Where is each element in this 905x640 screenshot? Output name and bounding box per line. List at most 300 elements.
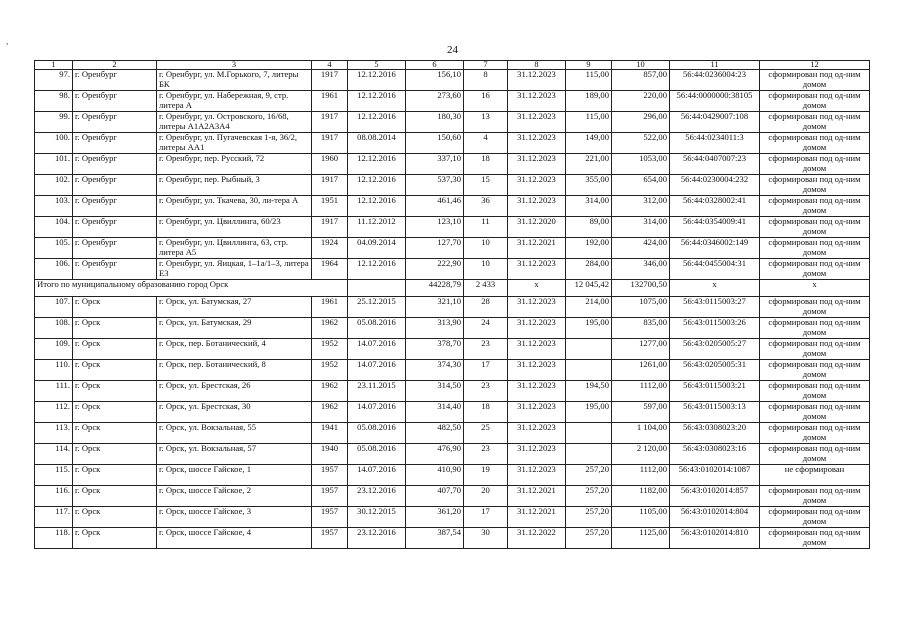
cell-v9: 115,00 [566, 70, 612, 91]
cell-date: 14.07.2016 [348, 402, 406, 423]
cell-year: 1961 [312, 297, 348, 318]
cell-year: 1951 [312, 196, 348, 217]
cell-date: 12.12.2016 [348, 154, 406, 175]
cell-area: 273,60 [406, 91, 464, 112]
cell-addr: г. Орск, ул. Батумская, 27 [157, 297, 312, 318]
table-row [35, 112, 870, 133]
cell-year: 1917 [312, 217, 348, 238]
cell-date: 05.08.2016 [348, 423, 406, 444]
cell-cnt: 23 [464, 381, 508, 402]
cell-city: г. Орск [73, 528, 157, 549]
cell-cad: 56:44:0328002:41 [670, 196, 760, 217]
cell-v10: 296,00 [612, 112, 670, 133]
cell-n: 113. [35, 423, 73, 444]
cell-year: 1924 [312, 238, 348, 259]
cell-cnt: 10 [464, 238, 508, 259]
cell-addr: г. Орск, ул. Брестская, 26 [157, 381, 312, 402]
cell-cad: 56:43:0308023:20 [670, 423, 760, 444]
cell-year: 1960 [312, 154, 348, 175]
cell-addr: г. Оренбург, пер. Русский, 72 [157, 154, 312, 175]
cell-cad: 56:44:0346002:149 [670, 238, 760, 259]
cell-n: 100. [35, 133, 73, 154]
cell-v9 [566, 339, 612, 360]
column-header: 10 [612, 61, 670, 70]
column-header: 6 [406, 61, 464, 70]
cell-status: сформирован под од-ним домом [760, 133, 870, 154]
table-row [35, 402, 870, 423]
cell-cad: 56:44:0234011:3 [670, 133, 760, 154]
column-header: 9 [566, 61, 612, 70]
cell-year: 1957 [312, 486, 348, 507]
stray-mark: , [6, 36, 9, 46]
cell-city: г. Орск [73, 402, 157, 423]
cell-v9 [566, 360, 612, 381]
cell-area: 127,70 [406, 238, 464, 259]
cell-cad: 56:43:0102014:857 [670, 486, 760, 507]
table-row [35, 297, 870, 318]
cell-n: 111. [35, 381, 73, 402]
subtotal-cad: x [670, 280, 760, 297]
cell-status: сформирован под од-ним домом [760, 528, 870, 549]
cell-year: 1917 [312, 133, 348, 154]
cell-deadline: 31.12.2023 [508, 133, 566, 154]
cell-cad: 56:44:0354009:41 [670, 217, 760, 238]
cell-addr: г. Оренбург, ул. Пугачевская 1-я, 36/2, литеры АА1 [157, 133, 312, 154]
cell-v9: 149,00 [566, 133, 612, 154]
cell-cnt: 17 [464, 360, 508, 381]
cell-n: 98. [35, 91, 73, 112]
cell-year: 1957 [312, 507, 348, 528]
cell-v9: 189,00 [566, 91, 612, 112]
cell-status: сформирован под од-ним домом [760, 154, 870, 175]
subtotal-v10: 132700,50 [612, 280, 670, 297]
cell-cad: 56:44:0455004:31 [670, 259, 760, 280]
cell-status: сформирован под од-ним домом [760, 423, 870, 444]
cell-area: 361,20 [406, 507, 464, 528]
cell-addr: г. Оренбург, ул. М.Горького, 7, литеры БК [157, 70, 312, 91]
cell-year: 1952 [312, 339, 348, 360]
cell-v10: 597,00 [612, 402, 670, 423]
cell-cnt: 23 [464, 444, 508, 465]
cell-v9: 257,20 [566, 528, 612, 549]
cell-v9: 257,20 [566, 486, 612, 507]
table-row [35, 465, 870, 486]
cell-year: 1940 [312, 444, 348, 465]
subtotal-deadline: x [508, 280, 566, 297]
cell-v10: 1053,00 [612, 154, 670, 175]
cell-deadline: 31.12.2023 [508, 465, 566, 486]
cell-n: 105. [35, 238, 73, 259]
cell-deadline: 31.12.2023 [508, 381, 566, 402]
cell-cad: 56:44:0236004:23 [670, 70, 760, 91]
cell-addr: г. Оренбург, ул. Яицкая, 1–1а/1–3, литера Е3 [157, 259, 312, 280]
housing-table [34, 60, 870, 549]
cell-area: 123,10 [406, 217, 464, 238]
cell-deadline: 31.12.2023 [508, 70, 566, 91]
cell-v10: 312,00 [612, 196, 670, 217]
cell-n: 116. [35, 486, 73, 507]
cell-year: 1917 [312, 112, 348, 133]
cell-addr: г. Орск, шоссе Гайское, 4 [157, 528, 312, 549]
cell-area: 314,40 [406, 402, 464, 423]
column-header: 11 [670, 61, 760, 70]
table-row [35, 444, 870, 465]
cell-city: г. Оренбург [73, 112, 157, 133]
cell-deadline: 31.12.2023 [508, 339, 566, 360]
cell-cad: 56:43:0115003:13 [670, 402, 760, 423]
table-row [35, 70, 870, 91]
cell-v10: 1 104,00 [612, 423, 670, 444]
cell-deadline: 31.12.2023 [508, 112, 566, 133]
cell-v10: 1125,00 [612, 528, 670, 549]
cell-city: г. Орск [73, 486, 157, 507]
table-header-row [35, 61, 870, 70]
cell-city: г. Оренбург [73, 154, 157, 175]
table-row [35, 423, 870, 444]
cell-cnt: 17 [464, 507, 508, 528]
cell-year: 1952 [312, 360, 348, 381]
cell-date: 12.12.2016 [348, 259, 406, 280]
cell-v9: 195,00 [566, 402, 612, 423]
cell-cnt: 25 [464, 423, 508, 444]
cell-status: сформирован под од-ним домом [760, 402, 870, 423]
cell-area: 337,10 [406, 154, 464, 175]
cell-n: 109. [35, 339, 73, 360]
cell-v9: 89,00 [566, 217, 612, 238]
cell-cad: 56:43:0205005:31 [670, 360, 760, 381]
cell-cad: 56:43:0205005:27 [670, 339, 760, 360]
cell-v10: 857,00 [612, 70, 670, 91]
cell-addr: г. Оренбург, ул. Островского, 16/68, литеры А1А2А3А4 [157, 112, 312, 133]
cell-cnt: 28 [464, 297, 508, 318]
cell-city: г. Оренбург [73, 175, 157, 196]
cell-area: 222,90 [406, 259, 464, 280]
cell-deadline: 31.12.2020 [508, 217, 566, 238]
cell-n: 103. [35, 196, 73, 217]
cell-city: г. Орск [73, 507, 157, 528]
cell-cnt: 30 [464, 528, 508, 549]
cell-cnt: 15 [464, 175, 508, 196]
cell-v9 [566, 423, 612, 444]
column-header: 3 [157, 61, 312, 70]
cell-cnt: 19 [464, 465, 508, 486]
cell-deadline: 31.12.2023 [508, 444, 566, 465]
page-number: 24 [447, 44, 458, 56]
cell-addr: г. Орск, ул. Вокзальная, 55 [157, 423, 312, 444]
cell-year: 1962 [312, 381, 348, 402]
cell-status: сформирован под од-ним домом [760, 381, 870, 402]
cell-v9: 284,00 [566, 259, 612, 280]
cell-city: г. Оренбург [73, 196, 157, 217]
cell-cnt: 36 [464, 196, 508, 217]
cell-cad: 56:43:0308023:16 [670, 444, 760, 465]
cell-area: 321,10 [406, 297, 464, 318]
cell-city: г. Орск [73, 381, 157, 402]
cell-n: 101. [35, 154, 73, 175]
cell-n: 117. [35, 507, 73, 528]
cell-n: 114. [35, 444, 73, 465]
cell-area: 461,46 [406, 196, 464, 217]
cell-n: 115. [35, 465, 73, 486]
cell-city: г. Орск [73, 360, 157, 381]
cell-v10: 1277,00 [612, 339, 670, 360]
subtotal-status: x [760, 280, 870, 297]
table-row [35, 133, 870, 154]
cell-cad: 56:43:0115003:26 [670, 318, 760, 339]
cell-city: г. Орск [73, 297, 157, 318]
cell-v10: 1105,00 [612, 507, 670, 528]
cell-addr: г. Оренбург, ул. Ткачева, 30, ли-тера А [157, 196, 312, 217]
cell-status: сформирован под од-ним домом [760, 112, 870, 133]
cell-year: 1961 [312, 91, 348, 112]
cell-area: 387,54 [406, 528, 464, 549]
cell-area: 407,70 [406, 486, 464, 507]
cell-v10: 424,00 [612, 238, 670, 259]
cell-status: не сформирован [760, 465, 870, 486]
cell-area: 150,60 [406, 133, 464, 154]
cell-date: 12.12.2016 [348, 112, 406, 133]
cell-n: 106. [35, 259, 73, 280]
cell-deadline: 31.12.2023 [508, 259, 566, 280]
cell-v10: 2 120,00 [612, 444, 670, 465]
column-header: 7 [464, 61, 508, 70]
cell-cad: 56:43:0115003:21 [670, 381, 760, 402]
cell-n: 102. [35, 175, 73, 196]
cell-city: г. Орск [73, 465, 157, 486]
cell-cnt: 18 [464, 154, 508, 175]
table-row [35, 238, 870, 259]
cell-area: 374,30 [406, 360, 464, 381]
cell-v9: 257,20 [566, 465, 612, 486]
cell-date: 12.12.2016 [348, 70, 406, 91]
cell-deadline: 31.12.2023 [508, 402, 566, 423]
cell-cad: 56:43:0102014:1087 [670, 465, 760, 486]
cell-city: г. Оренбург [73, 217, 157, 238]
cell-year: 1941 [312, 423, 348, 444]
cell-year: 1962 [312, 318, 348, 339]
cell-area: 378,70 [406, 339, 464, 360]
cell-v9: 194,50 [566, 381, 612, 402]
cell-area: 180,30 [406, 112, 464, 133]
cell-n: 99. [35, 112, 73, 133]
cell-status: сформирован под од-ним домом [760, 175, 870, 196]
cell-v10: 1112,00 [612, 381, 670, 402]
cell-deadline: 31.12.2021 [508, 238, 566, 259]
cell-n: 118. [35, 528, 73, 549]
cell-date: 14.07.2016 [348, 339, 406, 360]
cell-date: 23.11.2015 [348, 381, 406, 402]
cell-year: 1957 [312, 465, 348, 486]
cell-status: сформирован под од-ним домом [760, 339, 870, 360]
cell-city: г. Орск [73, 339, 157, 360]
cell-city: г. Оренбург [73, 70, 157, 91]
cell-addr: г. Орск, ул. Вокзальная, 57 [157, 444, 312, 465]
cell-deadline: 31.12.2021 [508, 486, 566, 507]
cell-deadline: 31.12.2022 [508, 528, 566, 549]
column-header: 12 [760, 61, 870, 70]
cell-status: сформирован под од-ним домом [760, 486, 870, 507]
cell-deadline: 31.12.2023 [508, 360, 566, 381]
cell-deadline: 31.12.2023 [508, 423, 566, 444]
table-row [35, 196, 870, 217]
cell-cnt: 10 [464, 259, 508, 280]
cell-date: 23.12.2016 [348, 486, 406, 507]
table-row [35, 154, 870, 175]
cell-deadline: 31.12.2023 [508, 318, 566, 339]
cell-v10: 220,00 [612, 91, 670, 112]
cell-date: 23.12.2016 [348, 528, 406, 549]
cell-n: 112. [35, 402, 73, 423]
cell-area: 410,90 [406, 465, 464, 486]
table-row [35, 217, 870, 238]
cell-cnt: 24 [464, 318, 508, 339]
cell-cad: 56:44:0230004:232 [670, 175, 760, 196]
cell-addr: г. Орск, пер. Ботанический, 8 [157, 360, 312, 381]
cell-area: 537,30 [406, 175, 464, 196]
cell-deadline: 31.12.2023 [508, 297, 566, 318]
cell-status: сформирован под од-ним домом [760, 507, 870, 528]
cell-date: 25.12.2015 [348, 297, 406, 318]
cell-addr: г. Орск, пер. Ботанический, 4 [157, 339, 312, 360]
cell-city: г. Оренбург [73, 91, 157, 112]
cell-status: сформирован под од-ним домом [760, 297, 870, 318]
cell-v10: 522,00 [612, 133, 670, 154]
cell-year: 1964 [312, 259, 348, 280]
cell-v9: 221,00 [566, 154, 612, 175]
cell-date: 12.12.2016 [348, 175, 406, 196]
subtotal-empty [348, 280, 406, 297]
cell-date: 08.08.2014 [348, 133, 406, 154]
cell-date: 14.07.2016 [348, 360, 406, 381]
cell-addr: г. Оренбург, пер. Рыбный, 3 [157, 175, 312, 196]
cell-city: г. Орск [73, 318, 157, 339]
cell-area: 476,90 [406, 444, 464, 465]
cell-n: 108. [35, 318, 73, 339]
cell-addr: г. Оренбург, ул. Набережная, 9, стр. литера А [157, 91, 312, 112]
cell-v9 [566, 444, 612, 465]
cell-date: 05.08.2016 [348, 318, 406, 339]
cell-n: 97. [35, 70, 73, 91]
cell-v10: 1261,00 [612, 360, 670, 381]
cell-status: сформирован под од-ним домом [760, 259, 870, 280]
column-header: 5 [348, 61, 406, 70]
cell-v10: 654,00 [612, 175, 670, 196]
cell-cnt: 16 [464, 91, 508, 112]
cell-date: 12.12.2016 [348, 91, 406, 112]
subtotal-v9: 12 045,42 [566, 280, 612, 297]
cell-status: сформирован под од-ним домом [760, 318, 870, 339]
cell-date: 04.09.2014 [348, 238, 406, 259]
column-header: 4 [312, 61, 348, 70]
cell-area: 482,50 [406, 423, 464, 444]
table-row [35, 486, 870, 507]
cell-date: 30.12.2015 [348, 507, 406, 528]
cell-status: сформирован под од-ним домом [760, 238, 870, 259]
cell-n: 107. [35, 297, 73, 318]
table-row [35, 339, 870, 360]
cell-cad: 56:44:0407007:23 [670, 154, 760, 175]
cell-v9: 314,00 [566, 196, 612, 217]
cell-city: г. Оренбург [73, 259, 157, 280]
cell-status: сформирован под од-ним домом [760, 217, 870, 238]
table-row [35, 381, 870, 402]
cell-n: 104. [35, 217, 73, 238]
cell-v9: 115,00 [566, 112, 612, 133]
cell-v9: 214,00 [566, 297, 612, 318]
table-row [35, 318, 870, 339]
cell-v10: 314,00 [612, 217, 670, 238]
column-header: 2 [73, 61, 157, 70]
table-row [35, 507, 870, 528]
cell-addr: г. Орск, ул. Батумская, 29 [157, 318, 312, 339]
cell-v9: 192,00 [566, 238, 612, 259]
cell-cad: 56:43:0102014:804 [670, 507, 760, 528]
cell-cnt: 4 [464, 133, 508, 154]
cell-date: 11.12.2012 [348, 217, 406, 238]
cell-status: сформирован под од-ним домом [760, 360, 870, 381]
cell-area: 156,10 [406, 70, 464, 91]
cell-city: г. Оренбург [73, 133, 157, 154]
cell-city: г. Оренбург [73, 238, 157, 259]
cell-deadline: 31.12.2023 [508, 91, 566, 112]
cell-cnt: 11 [464, 217, 508, 238]
cell-v9: 195,00 [566, 318, 612, 339]
cell-city: г. Орск [73, 423, 157, 444]
cell-cad: 56:43:0102014:810 [670, 528, 760, 549]
cell-cnt: 13 [464, 112, 508, 133]
cell-cad: 56:44:0429007:108 [670, 112, 760, 133]
cell-status: сформирован под од-ним домом [760, 444, 870, 465]
table-row [35, 91, 870, 112]
cell-area: 313,90 [406, 318, 464, 339]
cell-v10: 1182,00 [612, 486, 670, 507]
subtotal-cnt: 2 433 [464, 280, 508, 297]
cell-n: 110. [35, 360, 73, 381]
cell-city: г. Орск [73, 444, 157, 465]
cell-addr: г. Орск, шоссе Гайское, 2 [157, 486, 312, 507]
cell-v10: 835,00 [612, 318, 670, 339]
table-row [35, 360, 870, 381]
cell-area: 314,50 [406, 381, 464, 402]
cell-cnt: 20 [464, 486, 508, 507]
cell-year: 1962 [312, 402, 348, 423]
cell-cnt: 23 [464, 339, 508, 360]
cell-cad: 56:43:0115003:27 [670, 297, 760, 318]
cell-year: 1957 [312, 528, 348, 549]
cell-status: сформирован под од-ним домом [760, 196, 870, 217]
cell-deadline: 31.12.2023 [508, 154, 566, 175]
cell-addr: г. Орск, ул. Брестская, 30 [157, 402, 312, 423]
cell-status: сформирован под од-ним домом [760, 91, 870, 112]
subtotal-label: Итого по муниципальному образованию город Орск [35, 280, 348, 297]
cell-v10: 1112,00 [612, 465, 670, 486]
cell-date: 05.08.2016 [348, 444, 406, 465]
table-row [35, 175, 870, 196]
cell-cad: 56:44:0000000:38105 [670, 91, 760, 112]
cell-v9: 257,20 [566, 507, 612, 528]
cell-v10: 346,00 [612, 259, 670, 280]
cell-date: 12.12.2016 [348, 196, 406, 217]
table-row [35, 259, 870, 280]
table-row [35, 528, 870, 549]
cell-date: 14.07.2016 [348, 465, 406, 486]
cell-deadline: 31.12.2023 [508, 175, 566, 196]
subtotal-row [35, 280, 870, 297]
cell-addr: г. Оренбург, ул. Цвиллинга, 60/23 [157, 217, 312, 238]
cell-addr: г. Орск, шоссе Гайское, 1 [157, 465, 312, 486]
cell-deadline: 31.12.2021 [508, 507, 566, 528]
cell-year: 1917 [312, 175, 348, 196]
